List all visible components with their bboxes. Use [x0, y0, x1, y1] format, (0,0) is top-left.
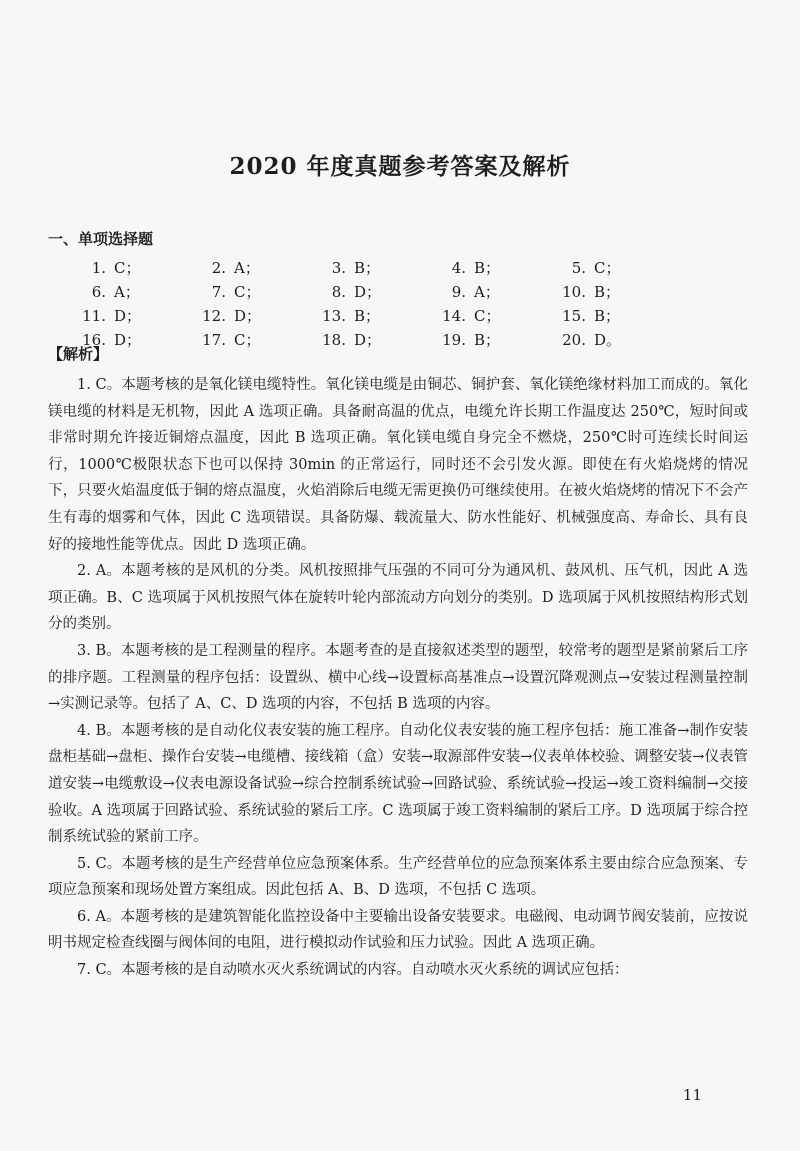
analysis-paragraph-2: 2. A。本题考核的是风机的分类。风机按照排气压强的不同可分为通风机、鼓风机、压气机，因此 A 选项正确。B、C 选项属于风机按照气体在旋转叶轮内部流动方向划分的类别。D 选项属于风机按照结构形式划分的类别。: [48, 563, 748, 633]
analysis-paragraph-1: 1. C。本题考核的是氧化镁电缆特性。氧化镁电缆是由铜芯、铜护套、氧化镁绝缘材料加工而成的。氧化镁电缆的材料是无机物，因此 A 选项正确。具备耐高温的优点，电缆允许长期工作温度达 250℃，短时间或非常时期允许接近铜熔点温度，因此 B 选项正确。氧化镁电缆自身完全不燃烧，250℃时可连续长时间运行，1000℃极限状态下也可以保持 30min 的正常运行，同时还不会引发火源。即使在有火焰烧烤的情况下，只要火焰温度低于铜的熔点温度，火焰消除后电缆无需更换仍可继续使用。在被火焰烧烤的情况下不会产生有毒的烟雾和气体，因此 C 选项错误。具备防爆、载流量大、防水性能好、机械强度高、寿命长、具有良好的接地性能等优点。因此 D 选项正确。: [48, 377, 748, 553]
answer-choice: C；: [474, 307, 501, 325]
answer-number: 18.: [322, 331, 346, 349]
answer-number: 2.: [211, 259, 226, 277]
answer-item: [48, 256, 168, 280]
answer-choice: A；: [474, 283, 500, 301]
answer-number: 15.: [562, 307, 586, 325]
analysis-paragraph-4: 4. B。本题考核的是自动化仪表安装的施工程序。自动化仪表安装的施工程序包括：施工准备→制作安装盘柜基础→盘柜、操作台安装→电缆槽、接线箱（盒）安装→取源部件安装→仪表单体校验、调整安装→仪表管道安装→电缆敷设→仪表电源设备试验→综合控制系统试验→回路试验、系统试验→投运→竣工资料编制→交接验收。A 选项属于回路试验、系统试验的紧后工序。C 选项属于竣工资料编制的紧后工序。D 选项属于综合控制系统试验的紧前工序。: [48, 722, 748, 846]
answer-number: 10.: [562, 283, 586, 301]
answer-choice: B；: [474, 259, 501, 277]
answer-choice: B；: [594, 307, 621, 325]
analysis-paragraph-7: 7. C。本题考核的是自动喷水灭火系统调试的内容。自动喷水灭火系统的调试应包括：: [77, 962, 629, 979]
answer-choice: C；: [234, 283, 261, 301]
answer-item: [408, 328, 528, 352]
answer-number: 1.: [91, 259, 106, 277]
answer-number: 7.: [211, 283, 226, 301]
answer-item: [48, 280, 168, 304]
answer-number: 19.: [442, 331, 466, 349]
answer-item: [168, 280, 288, 304]
answer-item: [408, 256, 528, 280]
answer-number: 9.: [451, 283, 466, 301]
answer-choice: B；: [354, 259, 381, 277]
answer-choice: B；: [474, 331, 501, 349]
answer-item: [288, 280, 408, 304]
answer-item: [408, 280, 528, 304]
answer-number: 11.: [82, 307, 106, 325]
answer-choice: D；: [114, 307, 142, 325]
answer-choice: C；: [114, 259, 141, 277]
answer-number: 20.: [562, 331, 586, 349]
answer-number: 4.: [451, 259, 466, 277]
answer-choice: D；: [354, 283, 382, 301]
analysis-paragraph-5: 5. C。本题考核的是生产经营单位应急预案体系。生产经营单位的应急预案体系主要由综合应急预案、专项应急预案和现场处置方案组成。因此包括 A、B、D 选项，不包括 C 选项。: [48, 855, 748, 899]
answer-number: 12.: [202, 307, 226, 325]
analysis-paragraph-6: 6. A。本题考核的是建筑智能化监控设备中主要输出设备安装要求。电磁阀、电动调节阀安装前，应按说明书规定检查线圈与阀体间的电阻，进行模拟动作试验和压力试验。因此 A 选项正确。: [48, 908, 748, 952]
answer-number: 8.: [331, 283, 346, 301]
answer-item: [288, 304, 408, 328]
page-number: 11: [682, 1086, 702, 1104]
answer-choice: C；: [594, 259, 621, 277]
answer-choice: C；: [234, 331, 261, 349]
answer-number: 13.: [322, 307, 346, 325]
answer-number: 5.: [571, 259, 586, 277]
section-heading: 一、单项选择题: [48, 230, 154, 248]
answer-item: [288, 256, 408, 280]
analysis-paragraph-3: 3. B。本题考核的是工程测量的程序。本题考查的是直接叙述类型的题型，较常考的题型是紧前紧后工序的排序题。工程测量的程序包括：设置纵、横中心线→设置标高基准点→设置沉降观测点→安装过程测量控制→实测记录等。包括了 A、C、D 选项的内容，不包括 B 选项的内容。: [48, 642, 748, 713]
answer-item: [168, 304, 288, 328]
answer-number: 17.: [202, 331, 226, 349]
answer-item: [528, 280, 648, 304]
answer-choice: B；: [354, 307, 381, 325]
answer-number: 14.: [442, 307, 466, 325]
answer-number: 16.: [82, 331, 106, 349]
answer-choice: A；: [234, 259, 260, 277]
answer-item: [168, 328, 288, 352]
answer-item: [528, 256, 648, 280]
analysis-heading: 【解析】: [48, 345, 109, 363]
answer-choice: D；: [354, 331, 382, 349]
answer-choice: D；: [114, 331, 142, 349]
answer-grid: [48, 256, 748, 352]
answer-choice: A；: [114, 283, 140, 301]
answer-item: [528, 304, 648, 328]
answer-item: [288, 328, 408, 352]
answer-number: 3.: [331, 259, 346, 277]
answer-choice: D；: [234, 307, 262, 325]
answer-item: [48, 304, 168, 328]
page-title: 2020 年度真题参考答案及解析: [229, 153, 571, 180]
answer-choice: B；: [594, 283, 621, 301]
answer-number: 6.: [91, 283, 106, 301]
analysis-body: [48, 372, 748, 984]
answer-choice: D。: [594, 331, 622, 349]
answer-item: [528, 328, 648, 352]
answer-item: [408, 304, 528, 328]
answer-item: [168, 256, 288, 280]
